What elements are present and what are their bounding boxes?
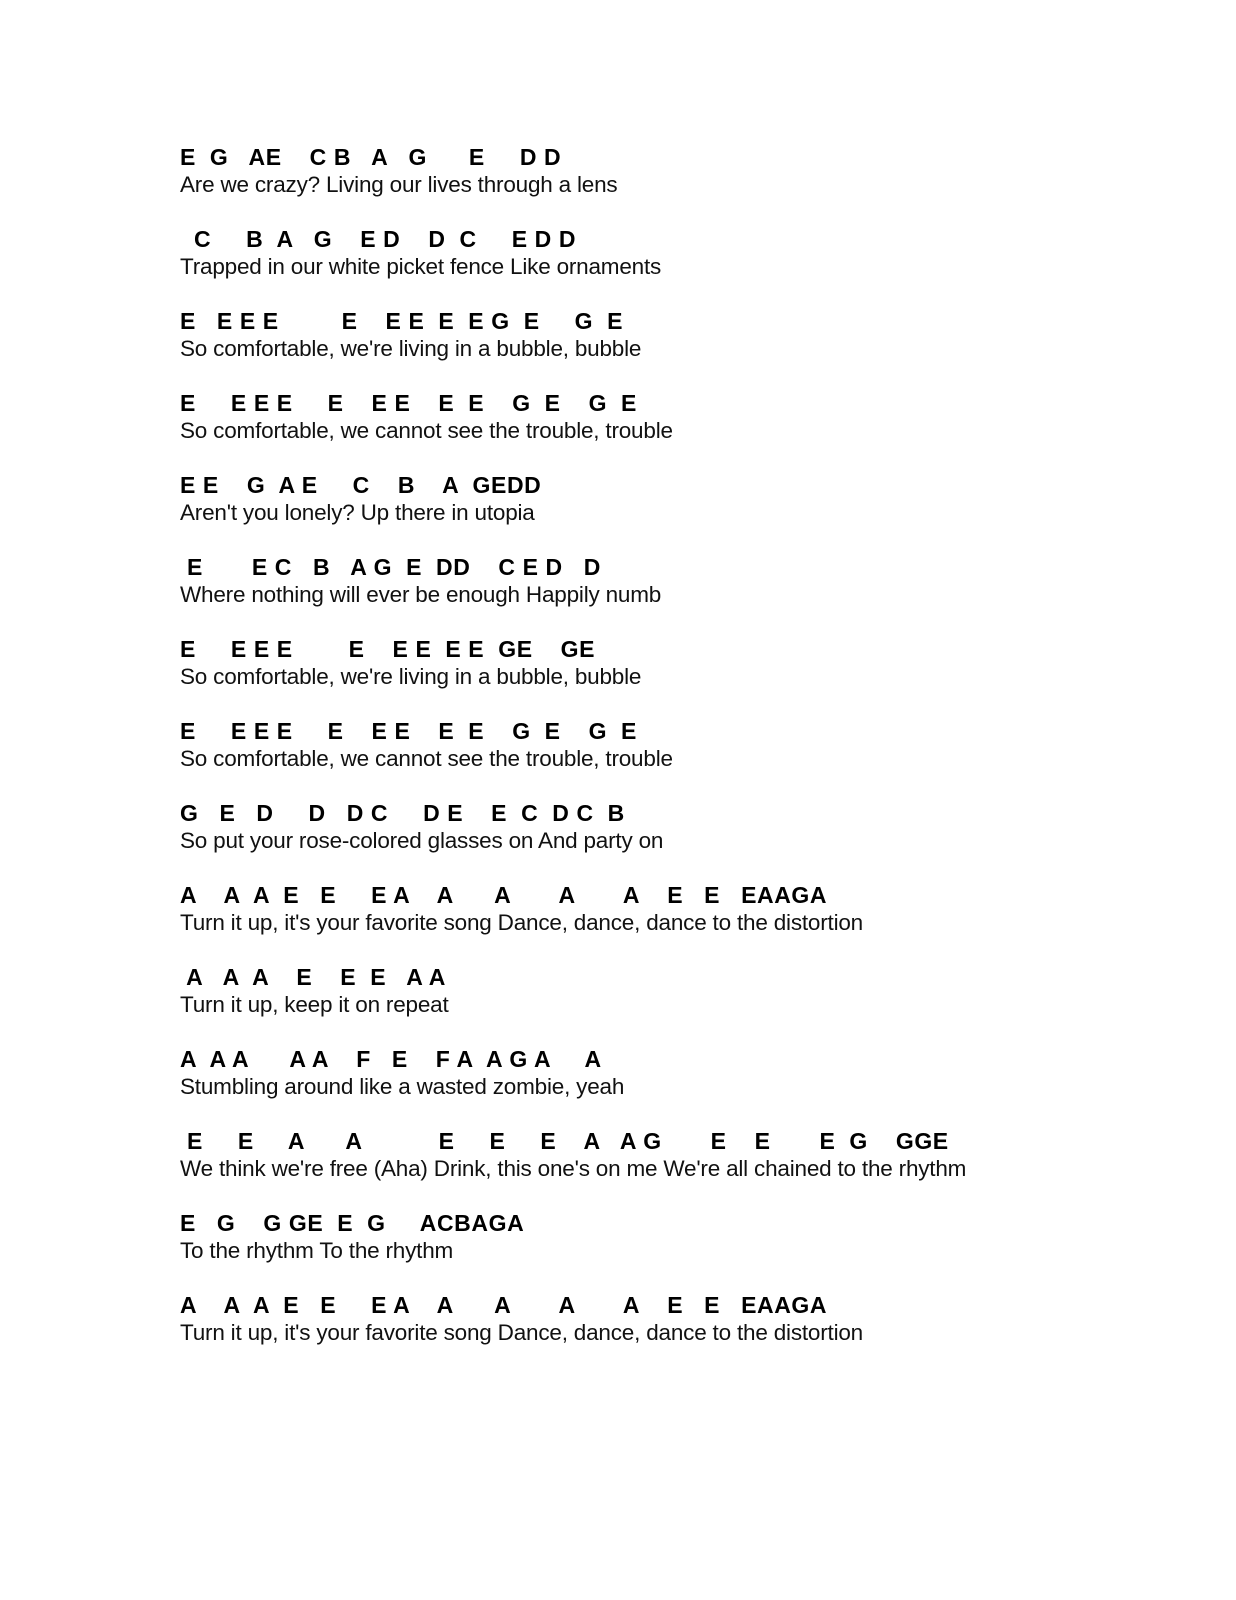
stanza (180, 1209, 1160, 1291)
lyric-line: Aren't you lonely? Up there in utopia (180, 500, 535, 525)
stanza (180, 225, 1160, 307)
note-line: E E E E E E E E E G E G E (180, 390, 637, 416)
lyric-line: Turn it up, keep it on repeat (180, 992, 449, 1017)
stanza (180, 553, 1160, 635)
lyric-line: So comfortable, we cannot see the trouble, trouble (180, 418, 673, 443)
lyric-line: We think we're free (Aha) Drink, this one's on me We're all chained to the rhythm (180, 1156, 967, 1181)
stanza (180, 635, 1160, 717)
lyric-line: So put your rose-colored glasses on And party on (180, 828, 664, 853)
note-line: E E E E E E E E E G E G E (180, 718, 637, 744)
lyric-line: So comfortable, we're living in a bubble, bubble (180, 336, 642, 361)
stanza (180, 471, 1160, 553)
stanza (180, 307, 1160, 389)
note-line: G E D D D C D E E C D C B (180, 800, 625, 826)
note-line: A A A E E E A A (180, 964, 446, 990)
note-line: A A A A A F E F A A G A A (180, 1046, 602, 1072)
note-line: E E G A E C B A GEDD (180, 472, 542, 498)
lyric-line: To the rhythm To the rhythm (180, 1238, 454, 1263)
lyric-line: Where nothing will ever be enough Happily numb (180, 582, 662, 607)
lyric-line: Stumbling around like a wasted zombie, yeah (180, 1074, 625, 1099)
note-line: E E A A E E E A A G E E E G GGE (180, 1128, 949, 1154)
lyric-line: So comfortable, we're living in a bubble, bubble (180, 664, 642, 689)
stanza (180, 1291, 1160, 1373)
note-line: E E E E E E E E E GE GE (180, 636, 596, 662)
stanza (180, 881, 1160, 963)
lyric-line: Turn it up, it's your favorite song Dance, dance, dance to the distortion (180, 1320, 863, 1345)
stanza (180, 143, 1160, 225)
note-line: E E C B A G E DD C E D D (180, 554, 601, 580)
stanza (180, 389, 1160, 471)
note-line: A A A E E E A A A A A E E EAAGA (180, 1292, 828, 1318)
note-line: E E E E E E E E E G E G E (180, 308, 624, 334)
stanza (180, 1127, 1160, 1209)
note-line: C B A G E D D C E D D (180, 226, 577, 252)
lyric-line: Turn it up, it's your favorite song Dance, dance, dance to the distortion (180, 910, 863, 935)
sheet-music-page (180, 143, 1160, 1373)
stanza (180, 963, 1160, 1045)
lyric-line: Trapped in our white picket fence Like ornaments (180, 254, 662, 279)
lyric-line: Are we crazy? Living our lives through a lens (180, 172, 618, 197)
note-line: A A A E E E A A A A A E E EAAGA (180, 882, 828, 908)
stanza (180, 1045, 1160, 1127)
stanza (180, 799, 1160, 881)
stanza (180, 717, 1160, 799)
lyric-line: So comfortable, we cannot see the trouble, trouble (180, 746, 673, 771)
note-line: E G AE C B A G E D D (180, 144, 562, 170)
note-line: E G G GE E G ACBAGA (180, 1210, 525, 1236)
